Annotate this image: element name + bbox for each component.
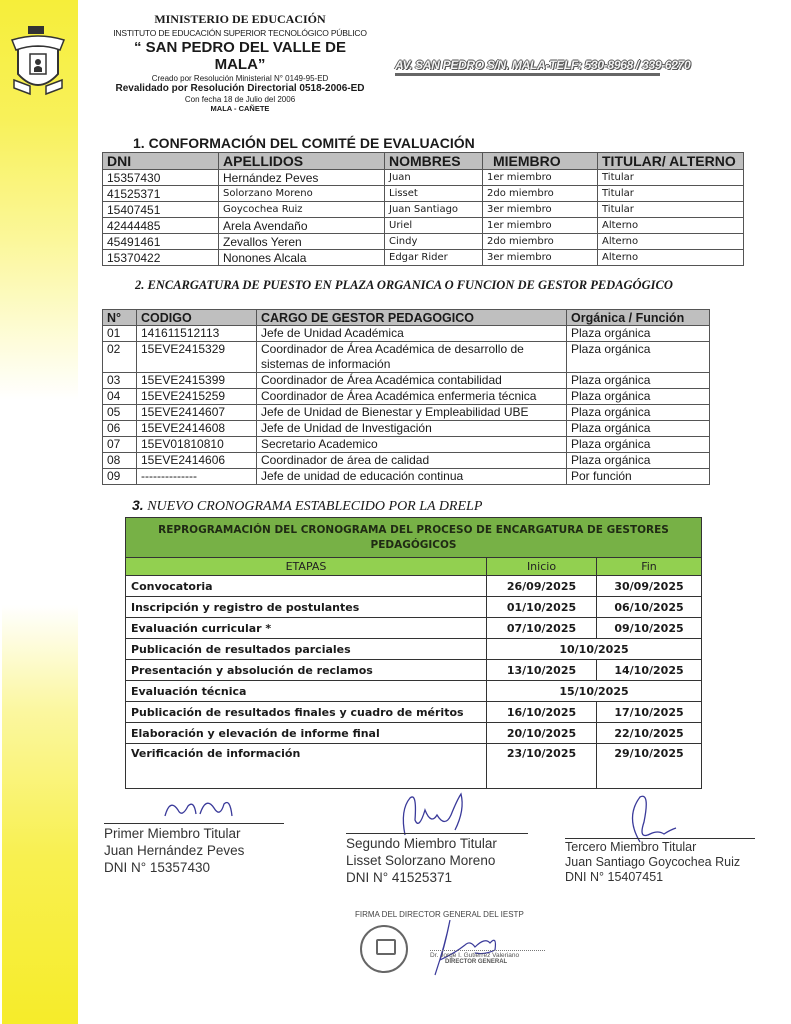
decorative-yellow-strip-bottom xyxy=(2,605,78,1024)
table-header-row xyxy=(103,310,710,326)
cell-cargo: Jefe de Unidad de Bienestar y Empleabilidad UBE xyxy=(257,405,567,421)
table-row xyxy=(126,744,702,789)
director-signature-label: FIRMA DEL DIRECTOR GENERAL DEL IESTP xyxy=(355,910,524,919)
address-banner: AV. SAN PEDRO S/N. MALA-TELF: 530-8968 / 339-6270 xyxy=(395,58,660,76)
cell-apellidos: Zevallos Yeren xyxy=(219,234,385,250)
cell-dni: 15407451 xyxy=(103,202,219,218)
cell-dni: 41525371 xyxy=(103,186,219,202)
revalidation-resolution: Revalidado por Resolución Directorial 0518-2006-ED xyxy=(115,83,365,94)
cell-tipo: Plaza orgánica xyxy=(567,342,710,373)
cell-start: 23/10/2025 xyxy=(487,744,597,789)
table-row xyxy=(126,660,702,681)
schedule-table xyxy=(125,517,702,789)
table-header-row xyxy=(103,153,744,170)
cell-cargo: Coordinador de Área Académica de desarrollo de sistemas de información xyxy=(257,342,567,373)
cell-dni: 15370422 xyxy=(103,250,219,266)
cell-titular: Alterno xyxy=(598,250,744,266)
cell-codigo: 141611512113 xyxy=(137,326,257,342)
col-miembro: MIEMBRO xyxy=(483,153,598,170)
table-row xyxy=(126,639,702,660)
cell-miembro: 2do miembro xyxy=(483,186,598,202)
letterhead xyxy=(110,12,370,113)
signer-name: Juan Santiago Goycochea Ruiz xyxy=(565,855,741,869)
cell-apellidos: Goycochea Ruiz xyxy=(219,202,385,218)
cell-tipo: Por función xyxy=(567,469,710,485)
section-2-title: 2. ENCARGATURA DE PUESTO EN PLAZA ORGANICA O FUNCION DE GESTOR PEDAGÓGICO xyxy=(135,278,673,292)
cell-apellidos: Solorzano Moreno xyxy=(219,186,385,202)
cell-tipo: Plaza orgánica xyxy=(567,453,710,469)
institute-name: “ SAN PEDRO DEL VALLE DE MALA” xyxy=(134,39,346,73)
cell-tipo: Plaza orgánica xyxy=(567,373,710,389)
cell-start: 07/10/2025 xyxy=(487,618,597,639)
cell-nombres: Juan xyxy=(385,170,483,186)
cell-codigo: 15EVE2414606 xyxy=(137,453,257,469)
col-number: N° xyxy=(103,310,137,326)
cell-number: 06 xyxy=(103,421,137,437)
cell-start: 13/10/2025 xyxy=(487,660,597,681)
table-row xyxy=(103,342,710,373)
table-row xyxy=(103,186,744,202)
cell-number: 08 xyxy=(103,453,137,469)
official-seal-icon xyxy=(360,925,408,973)
cell-cargo: Secretario Academico xyxy=(257,437,567,453)
table-row xyxy=(103,453,710,469)
cell-cargo: Jefe de unidad de educación continua xyxy=(257,469,567,485)
table-row xyxy=(103,421,710,437)
col-organica-funcion: Orgánica / Función xyxy=(567,310,710,326)
col-apellidos: APELLIDOS xyxy=(219,153,385,170)
table-row xyxy=(103,469,710,485)
cell-stage: Verificación de información xyxy=(126,744,487,789)
director-signature-scribble-icon xyxy=(415,915,508,980)
cell-cargo: Jefe de Unidad Académica xyxy=(257,326,567,342)
cell-codigo: 15EVE2414608 xyxy=(137,421,257,437)
signature-line xyxy=(565,838,755,839)
table-row xyxy=(103,326,710,342)
schedule-title: REPROGRAMACIÓN DEL CRONOGRAMA DEL PROCESO DE ENCARGATURA DE GESTORES PEDAGÓGICOS xyxy=(126,518,702,558)
positions-table xyxy=(102,309,710,485)
col-titular-alterno: TITULAR/ ALTERNO xyxy=(598,153,744,170)
director-signature-block xyxy=(355,910,555,965)
institute-type: INSTITUTO DE EDUCACIÓN SUPERIOR TECNOLÓGICO PÚBLICO xyxy=(113,28,367,38)
signer-dni: DNI N° 15407451 xyxy=(565,870,664,884)
cell-number: 04 xyxy=(103,389,137,405)
cell-miembro: 3er miembro xyxy=(483,250,598,266)
cell-end: 17/10/2025 xyxy=(597,702,702,723)
cell-codigo: -------------- xyxy=(137,469,257,485)
cell-codigo: 15EVE2415399 xyxy=(137,373,257,389)
table-row xyxy=(103,373,710,389)
cell-miembro: 1er miembro xyxy=(483,218,598,234)
signer-dni: DNI N° 41525371 xyxy=(346,870,452,885)
cell-tipo: Plaza orgánica xyxy=(567,389,710,405)
cell-stage: Presentación y absolución de reclamos xyxy=(126,660,487,681)
table-row xyxy=(103,170,744,186)
cell-number: 05 xyxy=(103,405,137,421)
cell-number: 03 xyxy=(103,373,137,389)
director-name: Dr. Jorge I. Gutiérrez Valeriano xyxy=(430,950,545,959)
cell-end: 09/10/2025 xyxy=(597,618,702,639)
signature-block-1 xyxy=(104,823,284,876)
section-3-title xyxy=(132,497,482,515)
col-codigo: CODIGO xyxy=(137,310,257,326)
cell-stage: Evaluación técnica xyxy=(126,681,487,702)
section-3-number: 3. xyxy=(132,497,144,513)
school-crest-icon xyxy=(8,24,68,104)
cell-tipo: Plaza orgánica xyxy=(567,437,710,453)
cell-nombres: Lisset xyxy=(385,186,483,202)
signer-name: Lisset Solorzano Moreno xyxy=(346,853,496,868)
signer-role: Tercero Miembro Titular xyxy=(565,840,697,854)
cell-titular: Titular xyxy=(598,186,744,202)
table-row xyxy=(103,250,744,266)
signature-block-3 xyxy=(565,838,755,885)
cell-cargo: Coordinador de Área Académica enfermeria técnica xyxy=(257,389,567,405)
col-inicio: Inicio xyxy=(487,558,597,576)
cell-number: 02 xyxy=(103,342,137,373)
signer-role: Primer Miembro Titular xyxy=(104,826,241,841)
col-etapas: ETAPAS xyxy=(126,558,487,576)
cell-apellidos: Nonones Alcala xyxy=(219,250,385,266)
cell-end: 06/10/2025 xyxy=(597,597,702,618)
section-3-title-text: NUEVO CRONOGRAMA ESTABLECIDO POR LA DRELP xyxy=(143,499,483,514)
cell-nombres: Cindy xyxy=(385,234,483,250)
cell-tipo: Plaza orgánica xyxy=(567,421,710,437)
cell-cargo: Coordinador de Área Académica contabilidad xyxy=(257,373,567,389)
ministry-name: MINISTERIO DE EDUCACIÓN xyxy=(154,12,326,26)
signer-name: Juan Hernández Peves xyxy=(104,843,245,858)
table-row xyxy=(126,681,702,702)
signer-role: Segundo Miembro Titular xyxy=(346,836,497,851)
cell-nombres: Edgar Rider xyxy=(385,250,483,266)
cell-stage: Convocatoria xyxy=(126,576,487,597)
cell-dni: 15357430 xyxy=(103,170,219,186)
cell-codigo: 15EVE2414607 xyxy=(137,405,257,421)
cell-stage: Evaluación curricular * xyxy=(126,618,487,639)
cell-apellidos: Arela Avendaño xyxy=(219,218,385,234)
cell-miembro: 2do miembro xyxy=(483,234,598,250)
col-cargo: CARGO DE GESTOR PEDAGOGICO xyxy=(257,310,567,326)
cell-titular: Titular xyxy=(598,202,744,218)
location: MALA - CAÑETE xyxy=(210,104,270,113)
table-row xyxy=(103,202,744,218)
cell-end: 30/09/2025 xyxy=(597,576,702,597)
signature-block-2 xyxy=(346,833,528,886)
table-header-row xyxy=(126,558,702,576)
cell-apellidos: Hernández Peves xyxy=(219,170,385,186)
table-row xyxy=(103,218,744,234)
cell-number: 07 xyxy=(103,437,137,453)
col-nombres: NOMBRES xyxy=(385,153,483,170)
signer-dni: DNI N° 15357430 xyxy=(104,860,210,875)
cell-tipo: Plaza orgánica xyxy=(567,326,710,342)
table-row xyxy=(103,234,744,250)
director-title: DIRECTOR GENERAL xyxy=(445,959,508,965)
schedule-title-row xyxy=(126,518,702,558)
cell-dni: 45491461 xyxy=(103,234,219,250)
table-row xyxy=(103,405,710,421)
cell-stage: Publicación de resultados parciales xyxy=(126,639,487,660)
cell-cargo: Jefe de Unidad de Investigación xyxy=(257,421,567,437)
cell-stage: Elaboración y elevación de informe final xyxy=(126,723,487,744)
table-row xyxy=(103,389,710,405)
cell-start: 16/10/2025 xyxy=(487,702,597,723)
table-row xyxy=(126,723,702,744)
cell-stage: Inscripción y registro de postulantes xyxy=(126,597,487,618)
creation-resolution: Creado por Resolución Ministerial N° 0149-95-ED xyxy=(151,74,329,83)
signature-line xyxy=(346,833,528,834)
cell-end: 14/10/2025 xyxy=(597,660,702,681)
cell-date: 15/10/2025 xyxy=(487,681,702,702)
cell-miembro: 3er miembro xyxy=(483,202,598,218)
table-row xyxy=(126,702,702,723)
cell-start: 26/09/2025 xyxy=(487,576,597,597)
cell-number: 09 xyxy=(103,469,137,485)
cell-codigo: 15EV01810810 xyxy=(137,437,257,453)
table-row xyxy=(103,437,710,453)
cell-nombres: Uriel xyxy=(385,218,483,234)
resolution-date: Con fecha 18 de Julio del 2006 xyxy=(184,95,296,104)
cell-miembro: 1er miembro xyxy=(483,170,598,186)
cell-end: 29/10/2025 xyxy=(597,744,702,789)
cell-stage: Publicación de resultados finales y cuadro de méritos xyxy=(126,702,487,723)
cell-titular: Titular xyxy=(598,170,744,186)
cell-number: 01 xyxy=(103,326,137,342)
cell-codigo: 15EVE2415329 xyxy=(137,342,257,373)
committee-table xyxy=(102,152,744,266)
table-row xyxy=(126,576,702,597)
cell-cargo: Coordinador de área de calidad xyxy=(257,453,567,469)
cell-date: 10/10/2025 xyxy=(487,639,702,660)
cell-nombres: Juan Santiago xyxy=(385,202,483,218)
cell-start: 01/10/2025 xyxy=(487,597,597,618)
section-1-title: 1. CONFORMACIÓN DEL COMITÉ DE EVALUACIÓN xyxy=(133,135,475,151)
table-row xyxy=(126,618,702,639)
cell-dni: 42444485 xyxy=(103,218,219,234)
cell-start: 20/10/2025 xyxy=(487,723,597,744)
cell-codigo: 15EVE2415259 xyxy=(137,389,257,405)
cell-titular: Alterno xyxy=(598,234,744,250)
table-row xyxy=(126,597,702,618)
cell-tipo: Plaza orgánica xyxy=(567,405,710,421)
col-fin: Fin xyxy=(597,558,702,576)
col-dni: DNI xyxy=(103,153,219,170)
cell-titular: Alterno xyxy=(598,218,744,234)
signature-line xyxy=(104,823,284,824)
cell-end: 22/10/2025 xyxy=(597,723,702,744)
